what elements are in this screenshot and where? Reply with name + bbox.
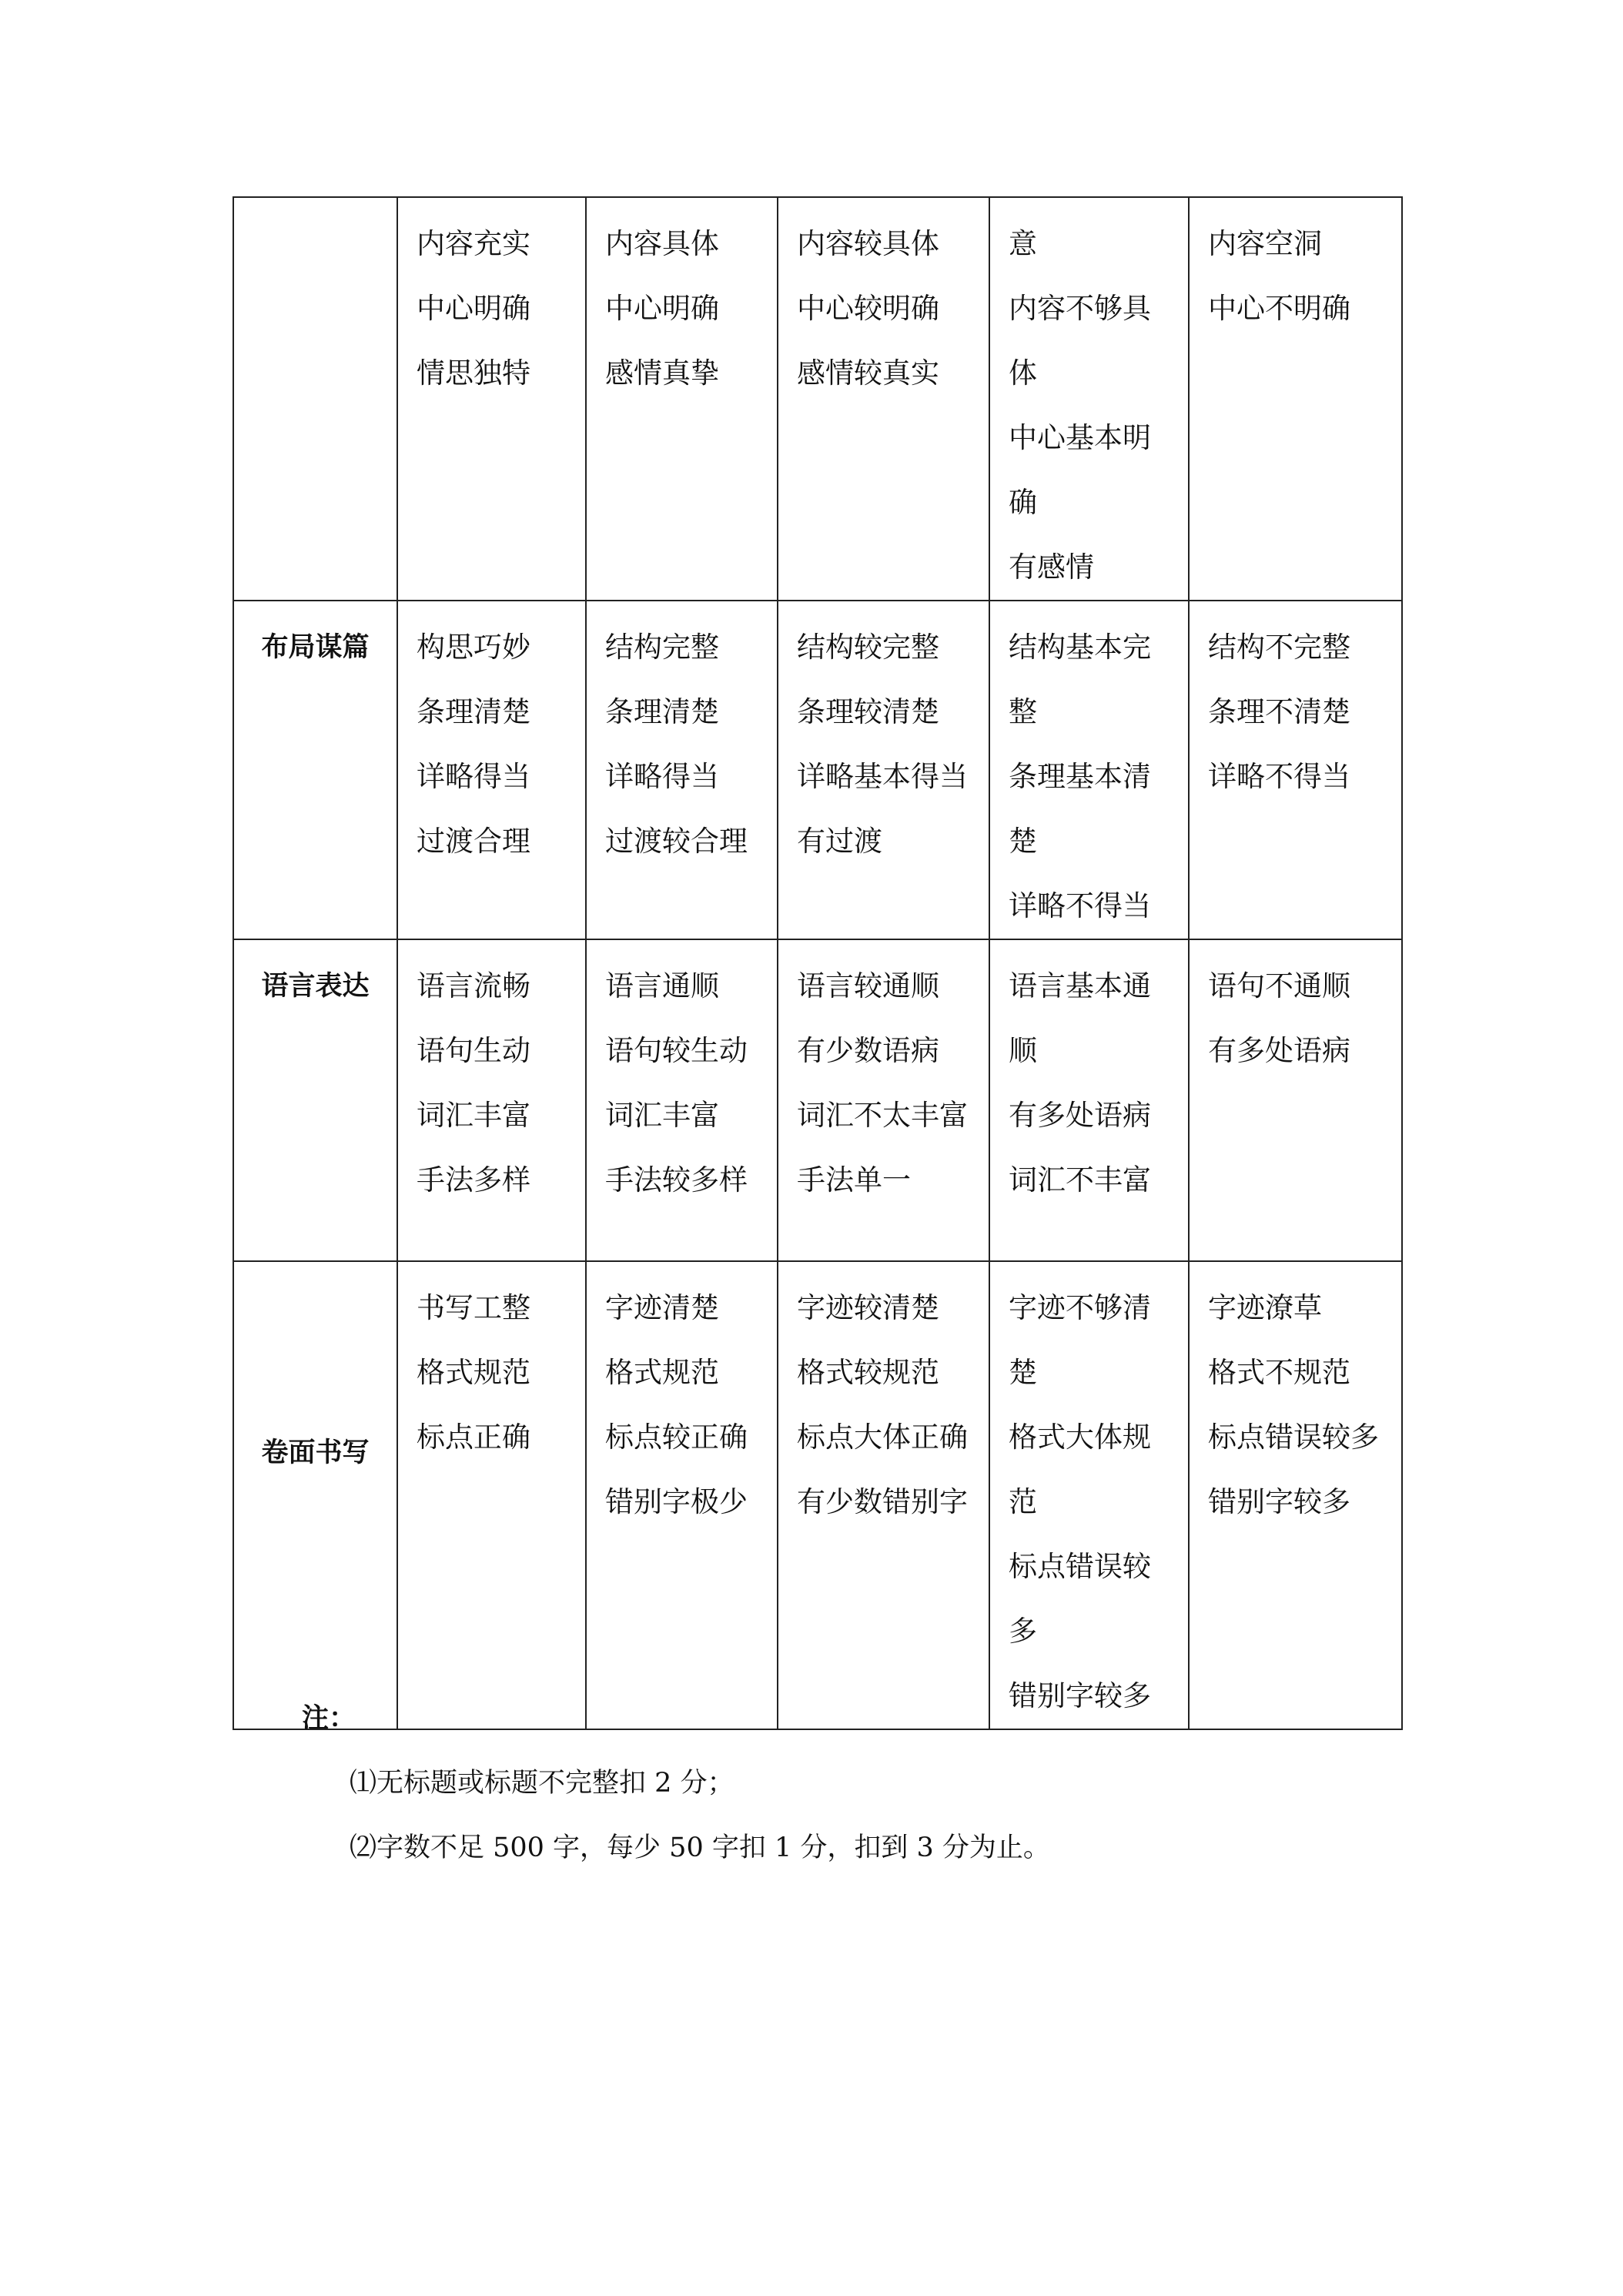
cell-line: 有多处语病 xyxy=(1208,1034,1350,1067)
table-cell xyxy=(397,601,586,939)
cell-line: 词汇不太丰富 xyxy=(797,1099,968,1132)
table-cell xyxy=(1189,1261,1402,1729)
cell-line: 过渡合理 xyxy=(417,825,530,858)
row-header: 布局谋篇 xyxy=(233,601,397,939)
cell-line: 详略得当 xyxy=(417,760,530,793)
table-cell xyxy=(397,197,586,601)
cell-line: 感情较真实 xyxy=(797,356,939,390)
cell-line: 内容空洞 xyxy=(1208,227,1322,260)
cell-line: 结构不完整 xyxy=(1208,631,1350,664)
cell-line: 字迹清楚 xyxy=(605,1291,719,1324)
cell-line: 内容具体 xyxy=(605,227,719,260)
cell-line: 书写工整 xyxy=(417,1291,530,1324)
cell-line: 语言通顺 xyxy=(605,969,719,1002)
cell-line: 条理清楚 xyxy=(417,695,530,728)
notes-section xyxy=(302,1686,1050,1880)
cell-line: 条理清楚 xyxy=(605,695,719,728)
cell-line: 详略不得当 xyxy=(1208,760,1350,793)
table-row xyxy=(233,601,1402,939)
cell-line: 错别字较多 xyxy=(1009,1679,1151,1712)
cell-line: 词汇不丰富 xyxy=(1009,1163,1151,1197)
cell-line: 有过渡 xyxy=(797,825,882,858)
table-cell xyxy=(778,939,989,1261)
cell-line: 结构较完整 xyxy=(797,631,939,664)
cell-line: 字迹不够清 xyxy=(1009,1291,1151,1324)
cell-line: 有少数错别字 xyxy=(797,1485,968,1518)
cell-line: 字迹潦草 xyxy=(1208,1291,1322,1324)
table-cell xyxy=(1189,939,1402,1261)
cell-line: 手法多样 xyxy=(417,1163,530,1197)
cell-line: 条理不清楚 xyxy=(1208,695,1350,728)
cell-line: 格式不规范 xyxy=(1208,1356,1350,1389)
cell-line: 标点错误较 xyxy=(1009,1550,1151,1583)
table-cell xyxy=(586,939,778,1261)
rubric-table xyxy=(233,196,1403,1730)
cell-line: 有少数语病 xyxy=(797,1034,939,1067)
cell-line: 整 xyxy=(1009,695,1037,728)
cell-line: 中心明确 xyxy=(417,292,530,325)
table-cell xyxy=(989,601,1189,939)
cell-line: 中心明确 xyxy=(605,292,719,325)
cell-line: 详略基本得当 xyxy=(797,760,968,793)
note-item: ⑴无标题或标题不完整扣 2 分； xyxy=(350,1768,735,1799)
cell-line: 内容较具体 xyxy=(797,227,939,260)
row-header: 卷面书写 xyxy=(233,1261,397,1729)
cell-line: 格式大体规 xyxy=(1009,1421,1151,1454)
cell-line: 结构基本完 xyxy=(1009,631,1151,664)
cell-line: 有多处语病 xyxy=(1009,1099,1151,1132)
cell-line: 有感情 xyxy=(1009,551,1094,584)
cell-line: 格式较规范 xyxy=(797,1356,939,1389)
table-cell xyxy=(989,197,1189,601)
cell-line: 语句不通顺 xyxy=(1208,969,1350,1002)
table-cell xyxy=(1189,601,1402,939)
row-header: 语言表达 xyxy=(233,939,397,1261)
cell-line: 错别字极少 xyxy=(605,1485,748,1518)
cell-line: 感情真挚 xyxy=(605,356,719,390)
cell-line: 多 xyxy=(1009,1615,1037,1648)
cell-line: 内容充实 xyxy=(417,227,530,260)
cell-line: 体 xyxy=(1009,356,1037,390)
cell-line: 标点较正确 xyxy=(605,1421,748,1454)
table-row xyxy=(233,1261,1402,1729)
cell-line: 条理基本清 xyxy=(1009,760,1151,793)
cell-line: 字迹较清楚 xyxy=(797,1291,939,1324)
cell-line: 条理较清楚 xyxy=(797,695,939,728)
row-header xyxy=(233,197,397,601)
cell-line: 手法单一 xyxy=(797,1163,911,1197)
table-cell xyxy=(397,1261,586,1729)
table-cell xyxy=(989,1261,1189,1729)
table-cell xyxy=(586,601,778,939)
notes-title: 注： xyxy=(302,1703,356,1734)
cell-line: 确 xyxy=(1009,486,1037,519)
cell-line: 情思独特 xyxy=(417,356,530,390)
table-cell xyxy=(778,1261,989,1729)
cell-line: 语句生动 xyxy=(417,1034,530,1067)
cell-line: 标点错误较多 xyxy=(1208,1421,1379,1454)
cell-line: 词汇丰富 xyxy=(605,1099,719,1132)
table-row xyxy=(233,939,1402,1261)
cell-line: 标点大体正确 xyxy=(797,1421,968,1454)
cell-line: 语言流畅 xyxy=(417,969,530,1002)
cell-line: 详略得当 xyxy=(605,760,719,793)
cell-line: 范 xyxy=(1009,1485,1037,1518)
table-cell xyxy=(586,1261,778,1729)
cell-line: 结构完整 xyxy=(605,631,719,664)
table-cell xyxy=(586,197,778,601)
cell-line: 标点正确 xyxy=(417,1421,530,1454)
table-cell xyxy=(778,601,989,939)
cell-line: 格式规范 xyxy=(605,1356,719,1389)
cell-line: 中心基本明 xyxy=(1009,421,1151,454)
table-row xyxy=(233,197,1402,601)
cell-line: 中心不明确 xyxy=(1208,292,1350,325)
cell-line: 语言较通顺 xyxy=(797,969,939,1002)
cell-line: 详略不得当 xyxy=(1009,889,1151,922)
cell-line: 楚 xyxy=(1009,1356,1037,1389)
cell-line: 语言基本通 xyxy=(1009,969,1151,1002)
cell-line: 顺 xyxy=(1009,1034,1037,1067)
table-cell xyxy=(1189,197,1402,601)
cell-line: 中心较明确 xyxy=(797,292,939,325)
cell-line: 内容不够具 xyxy=(1009,292,1151,325)
cell-line: 手法较多样 xyxy=(605,1163,748,1197)
table-cell xyxy=(778,197,989,601)
cell-line: 楚 xyxy=(1009,825,1037,858)
cell-line: 构思巧妙 xyxy=(417,631,530,664)
cell-line: 格式规范 xyxy=(417,1356,530,1389)
cell-line: 错别字较多 xyxy=(1208,1485,1350,1518)
cell-line: 意 xyxy=(1009,227,1037,260)
table-cell xyxy=(989,939,1189,1261)
cell-line: 过渡较合理 xyxy=(605,825,748,858)
cell-line: 词汇丰富 xyxy=(417,1099,530,1132)
table-cell xyxy=(397,939,586,1261)
cell-line: 语句较生动 xyxy=(605,1034,748,1067)
note-item: ⑵字数不足 500 字，每少 50 字扣 1 分，扣到 3 分为止。 xyxy=(350,1832,1050,1863)
